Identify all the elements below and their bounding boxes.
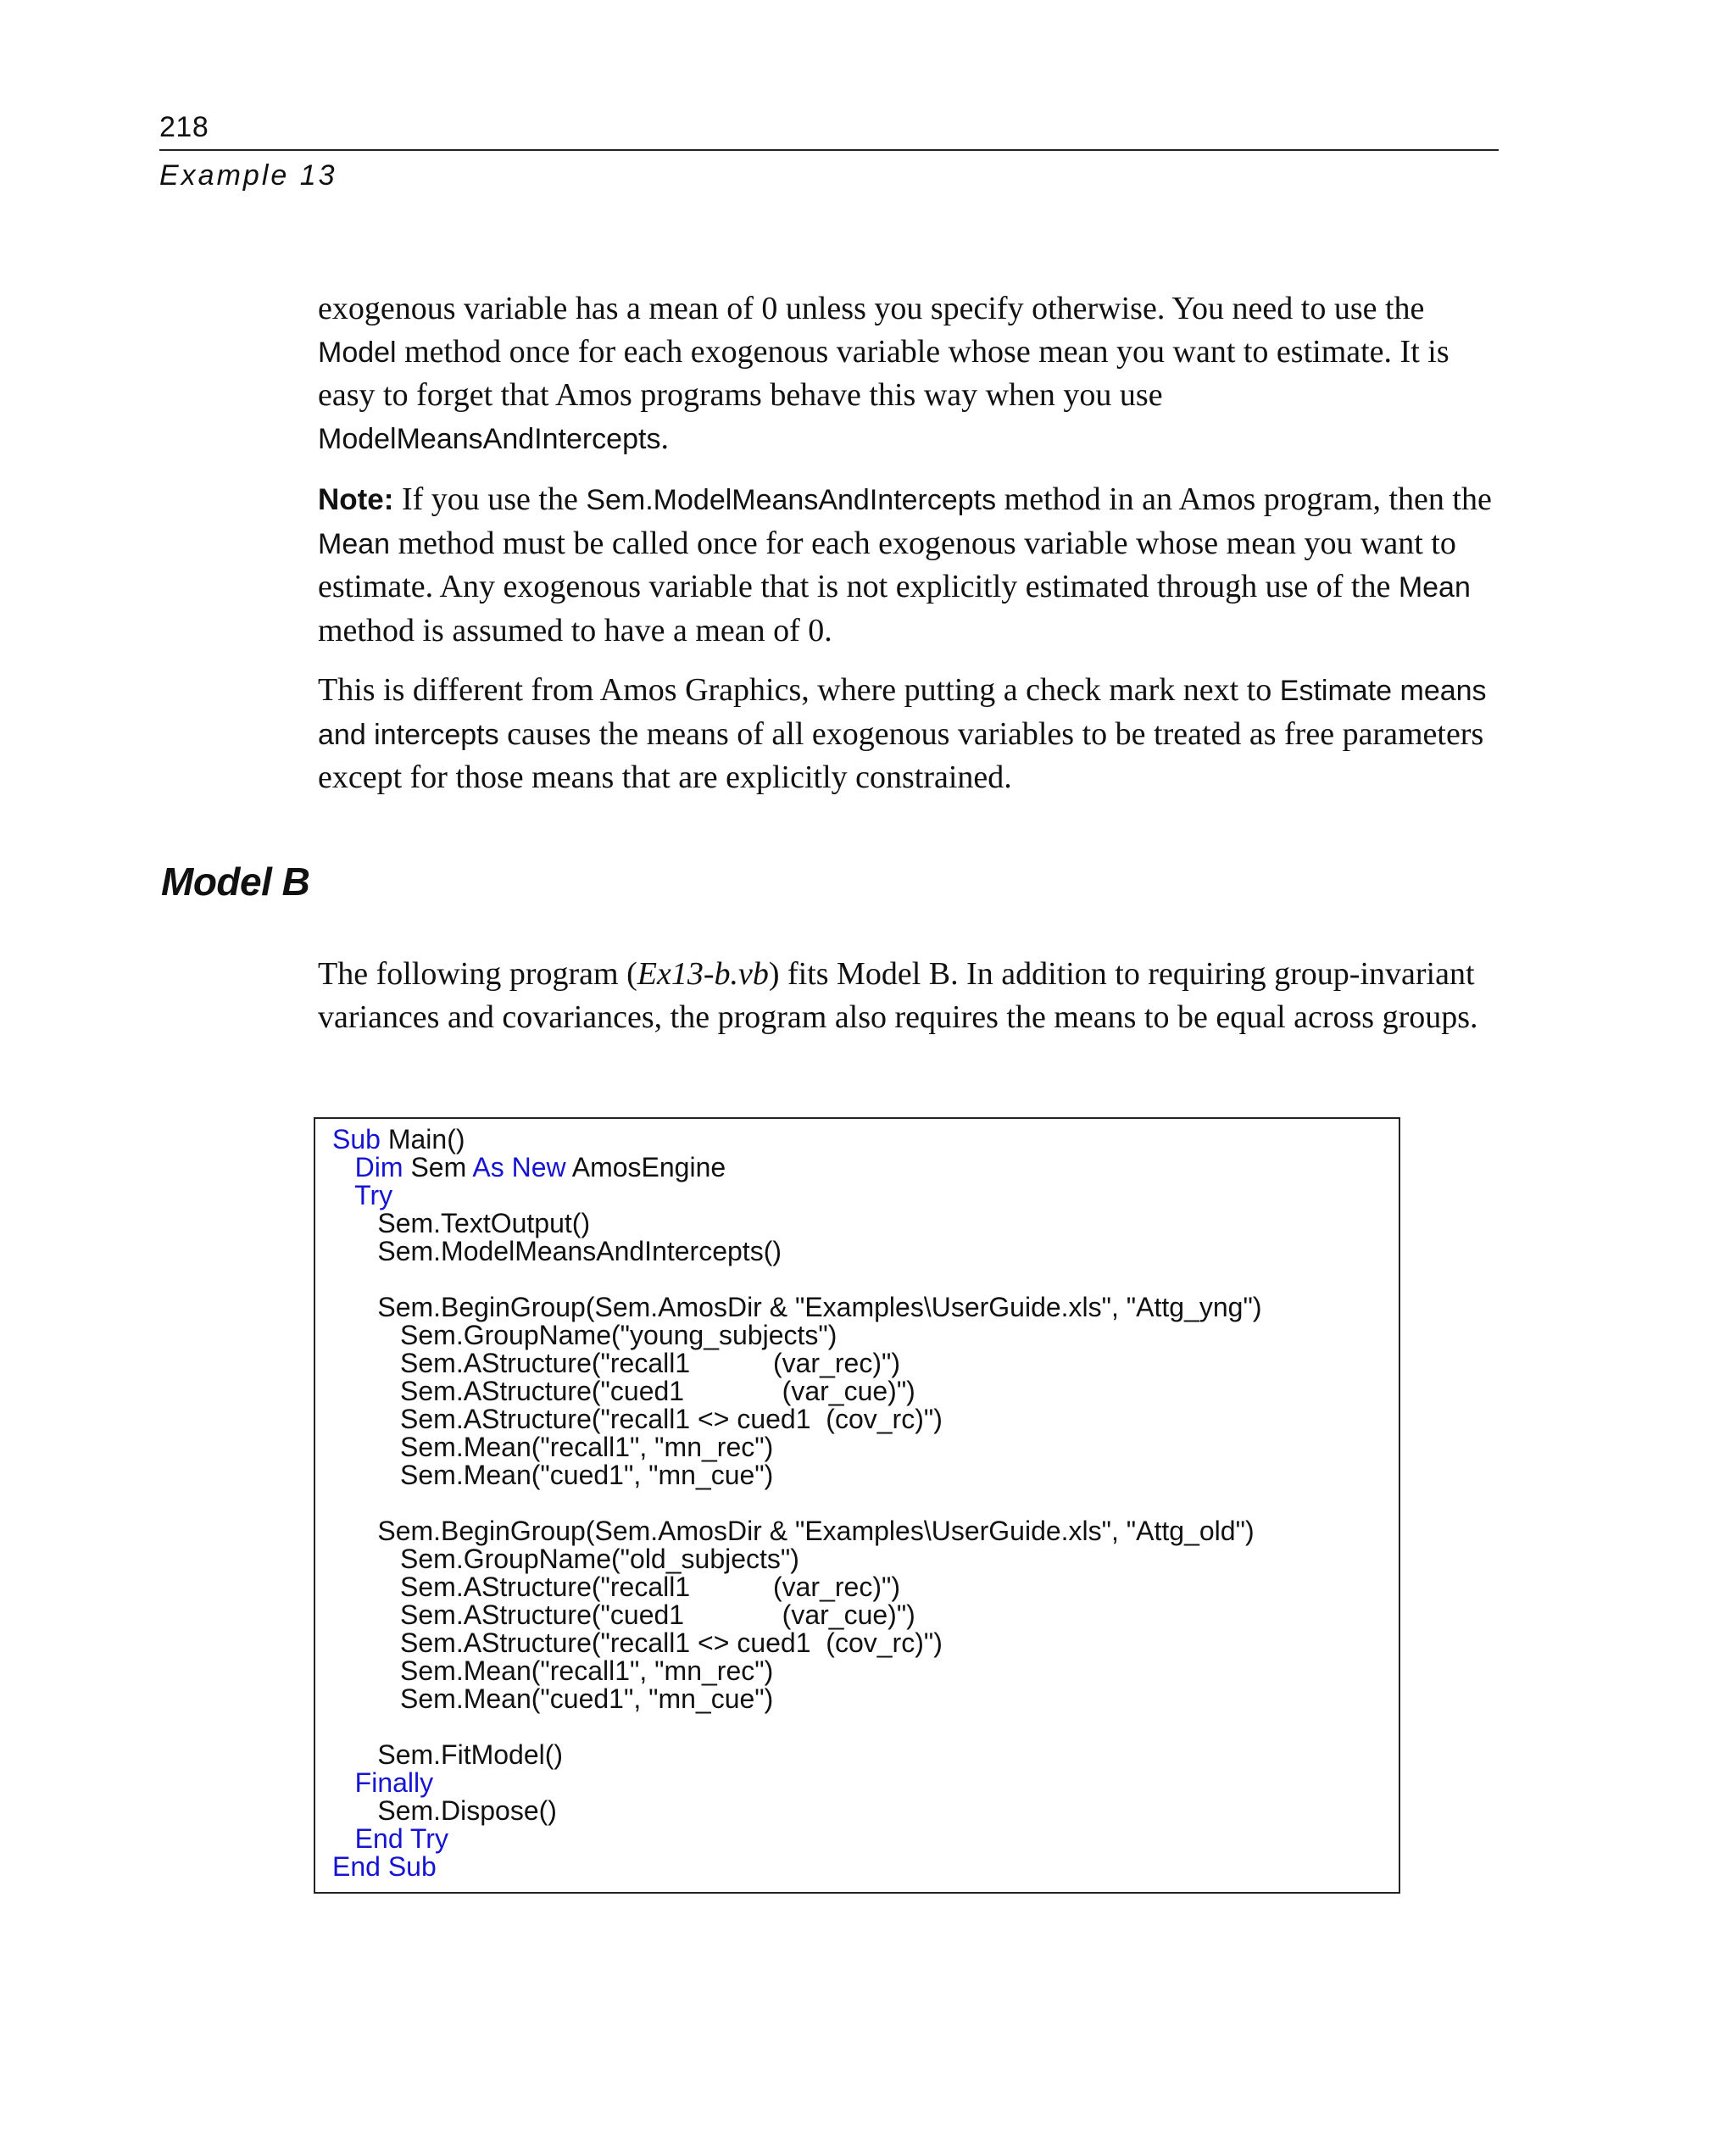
- code-listing: [314, 1117, 1400, 1894]
- code-indent: [332, 1152, 355, 1182]
- code-line: [332, 1266, 1261, 1294]
- code-line: Sem.Mean("recall1", "mn_rec"): [332, 1432, 774, 1462]
- code-line: Sem.GroupName("old_subjects"): [332, 1544, 799, 1574]
- code-line: Sem.TextOutput(): [332, 1208, 591, 1238]
- code-term-model: Model: [318, 336, 397, 369]
- code-indent: [332, 1767, 355, 1798]
- code-keyword: Try: [354, 1180, 393, 1210]
- code-line: [332, 1126, 1261, 1154]
- chapter-title: Example 13: [159, 159, 337, 192]
- ui-term-estimate-means: Estimate means and intercepts: [318, 675, 1487, 751]
- code-keyword: Sub: [332, 1124, 381, 1155]
- code-line: [332, 1154, 1261, 1182]
- text-run: method must be called once for each exogenous variable whose mean you want to estimate. Any exogenous variable that is not explicitly estimated through use of the: [318, 525, 1456, 604]
- text-run: This is different from Amos Graphics, where putting a check mark next to: [318, 672, 1280, 708]
- text-run: causes the means of all exogenous variables to be treated as free parameters except for those means that are explicitly constrained.: [318, 715, 1484, 795]
- code-keyword: Finally: [354, 1767, 434, 1798]
- text-run: .: [660, 420, 669, 456]
- page-number: 218: [159, 111, 209, 143]
- text-run: method in an Amos program, then the: [996, 481, 1492, 517]
- code-line: Sem.AStructure("recall1 <> cued1 (cov_rc)"): [332, 1404, 943, 1434]
- code-text: Main(): [380, 1124, 465, 1155]
- code-line: Sem.AStructure("recall1 (var_rec)"): [332, 1348, 900, 1378]
- code-text: Sem: [403, 1152, 473, 1182]
- text-run: method once for each exogenous variable whose mean you want to estimate. It is easy to forget that Amos programs behave this way when you use: [318, 333, 1449, 413]
- text-run: The following program (: [318, 956, 637, 992]
- header-divider: [159, 149, 1499, 151]
- code-line: Sem.BeginGroup(Sem.AmosDir & "Examples\UserGuide.xls", "Attg_old"): [332, 1516, 1255, 1546]
- code-block: [332, 1126, 1261, 1881]
- code-text: AmosEngine: [565, 1152, 726, 1182]
- code-line: Sem.GroupName("young_subjects"): [332, 1320, 837, 1350]
- code-keyword: As New: [472, 1152, 566, 1182]
- code-line: Sem.Mean("recall1", "mn_rec"): [332, 1655, 774, 1686]
- code-term-mean: Mean: [1398, 571, 1471, 604]
- code-line: Sem.ModelMeansAndIntercepts(): [332, 1236, 782, 1266]
- code-term-sem-modelmeansandintercepts: Sem.ModelMeansAndIntercepts: [586, 484, 997, 516]
- code-line: [332, 1182, 1261, 1210]
- page-header: [159, 108, 1499, 192]
- text-run: If you use the: [393, 481, 587, 517]
- paragraph-exogenous-mean: [318, 287, 1500, 460]
- code-line: [332, 1769, 1261, 1797]
- note-label: Note:: [318, 483, 394, 516]
- code-indent: [332, 1180, 354, 1210]
- code-keyword: End Try: [354, 1823, 448, 1854]
- code-keyword: Dim: [354, 1152, 403, 1182]
- code-keyword: End Sub: [332, 1851, 437, 1882]
- code-term-modelmeansandintercepts: ModelMeansAndIntercepts: [318, 422, 661, 455]
- code-line: [332, 1825, 1261, 1853]
- code-line: Sem.Dispose(): [332, 1795, 557, 1826]
- code-line: [332, 1853, 1261, 1881]
- paragraph-amos-graphics: [318, 669, 1500, 799]
- code-line: [332, 1489, 1261, 1517]
- text-run: exogenous variable has a mean of 0 unless you specify otherwise. You need to use the: [318, 291, 1425, 326]
- code-line: Sem.AStructure("cued1 (var_cue)"): [332, 1376, 915, 1406]
- code-line: Sem.FitModel(): [332, 1739, 564, 1770]
- code-line: Sem.Mean("cued1", "mn_cue"): [332, 1683, 774, 1714]
- section-heading: Model B: [161, 860, 310, 904]
- text-run: ) fits Model B. In addition to requiring group-invariant variances and covariances, the program also requires the means to be equal across groups.: [318, 956, 1478, 1035]
- code-line: Sem.BeginGroup(Sem.AmosDir & "Examples\UserGuide.xls", "Attg_yng"): [332, 1292, 1262, 1322]
- code-line: Sem.AStructure("recall1 <> cued1 (cov_rc)"): [332, 1627, 943, 1658]
- text-run: method is assumed to have a mean of 0.: [318, 612, 832, 648]
- code-line: Sem.AStructure("cued1 (var_cue)"): [332, 1600, 915, 1630]
- paragraph-model-b-intro: [318, 953, 1500, 1038]
- code-indent: [332, 1823, 355, 1854]
- code-line: [332, 1713, 1261, 1741]
- file-name: Ex13-b.vb: [637, 956, 769, 992]
- code-line: Sem.Mean("cued1", "mn_cue"): [332, 1460, 774, 1490]
- note-paragraph: [318, 478, 1500, 652]
- code-term-mean: Mean: [318, 527, 391, 560]
- code-line: Sem.AStructure("recall1 (var_rec)"): [332, 1572, 900, 1602]
